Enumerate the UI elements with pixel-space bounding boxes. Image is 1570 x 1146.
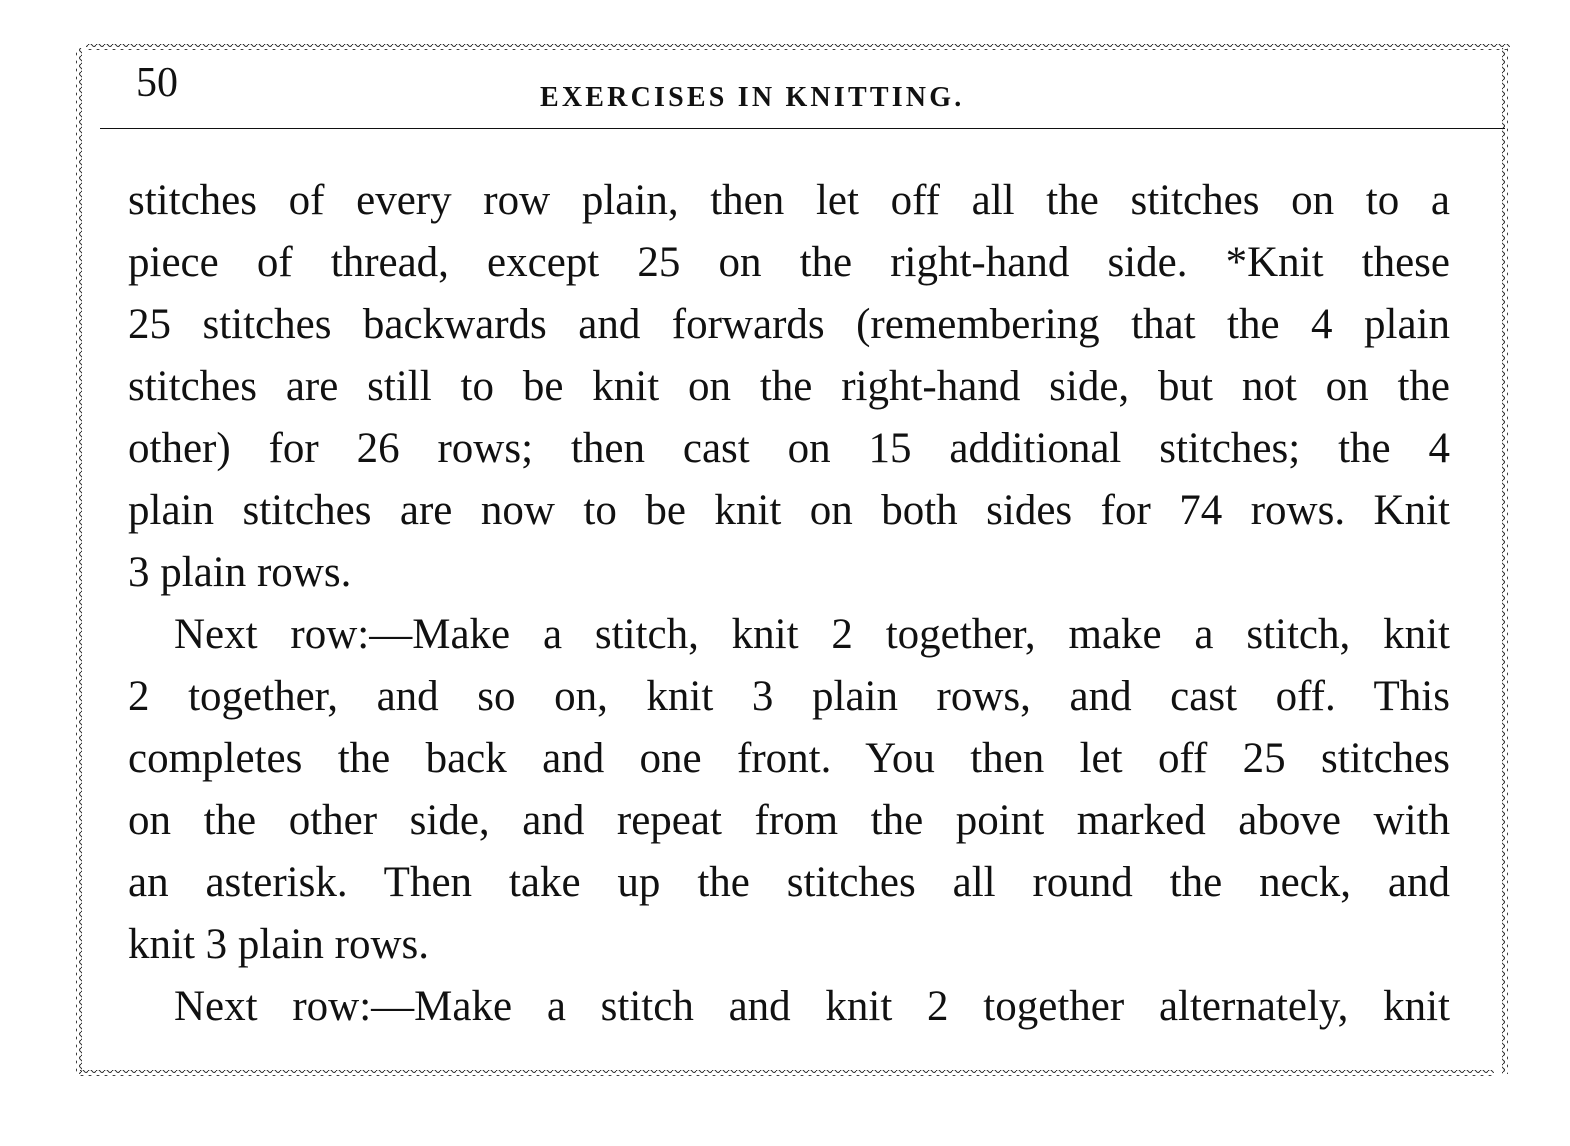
text-line: piece of thread, except 25 on the right-hand side. *Knit these bbox=[128, 239, 1450, 286]
text-line: on the other side, and repeat from the point marked above with bbox=[128, 797, 1450, 844]
page-number: 50 bbox=[136, 60, 178, 106]
body-text bbox=[128, 170, 1450, 1038]
text-line: other) for 26 rows; then cast on 15 additional stitches; the 4 bbox=[128, 425, 1450, 472]
text-line: stitches are still to be knit on the right-hand side, but not on the bbox=[128, 363, 1450, 410]
text-line: Next row:—Make a stitch, knit 2 together, make a stitch, knit bbox=[174, 611, 1450, 658]
text-line: 2 together, and so on, knit 3 plain rows, and cast off. This bbox=[128, 673, 1450, 720]
text-line: an asterisk. Then take up the stitches all round the neck, and bbox=[128, 859, 1450, 906]
text-line: plain stitches are now to be knit on both sides for 74 rows. Knit bbox=[128, 487, 1450, 534]
text-line: Next row:—Make a stitch and knit 2 together alternately, knit bbox=[174, 983, 1450, 1030]
text-line: stitches of every row plain, then let off all the stitches on to a bbox=[128, 177, 1450, 224]
text-line: knit 3 plain rows. bbox=[128, 921, 429, 968]
text-line: completes the back and one front. You then let off 25 stitches bbox=[128, 735, 1450, 782]
header-rule bbox=[100, 128, 1505, 129]
text-line: 3 plain rows. bbox=[128, 549, 352, 596]
text-line: 25 stitches backwards and forwards (remembering that the 4 plain bbox=[128, 301, 1450, 348]
running-head-title: EXERCISES IN KNITTING. bbox=[540, 82, 965, 113]
